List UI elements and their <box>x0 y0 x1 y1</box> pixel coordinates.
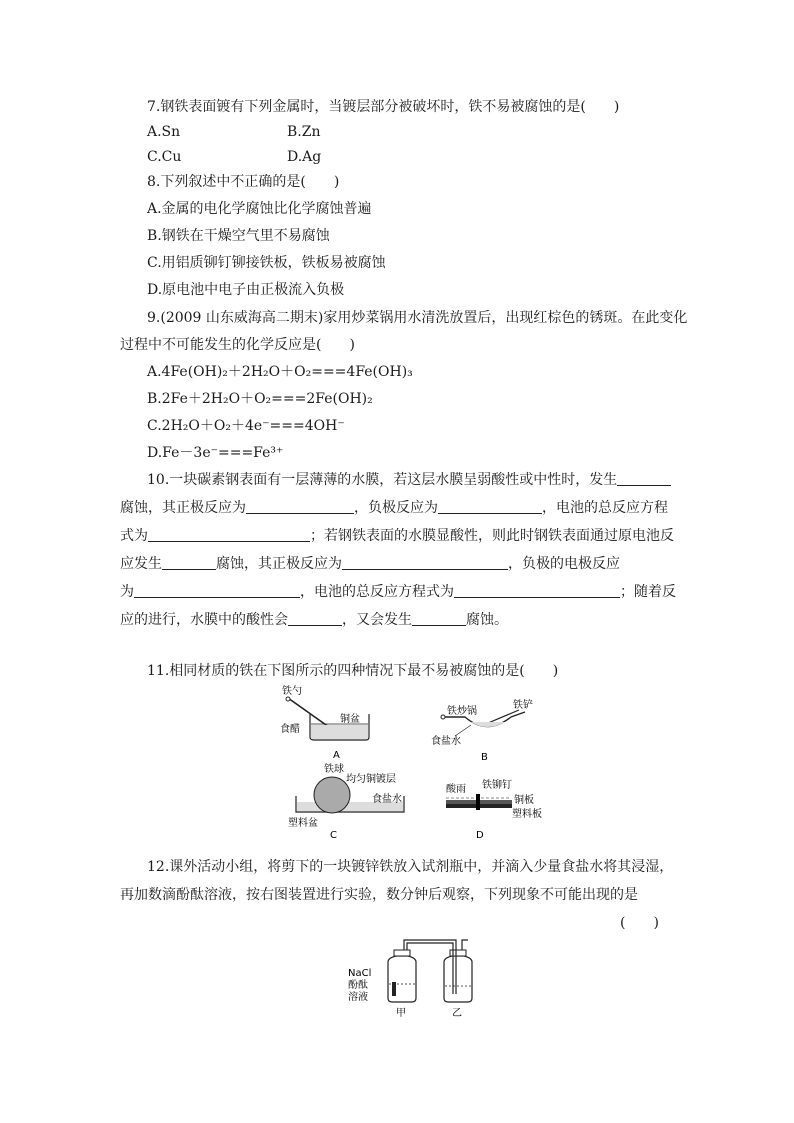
q10-blank-7[interactable] <box>134 583 300 598</box>
q10-blank-1[interactable] <box>617 471 671 486</box>
q10-blank-5[interactable] <box>162 555 216 570</box>
q12-line2: 再加数滴酚酞溶液，按右图装置进行实验，数分钟后观察，下列现象不可能出现的是 <box>120 887 638 903</box>
q10-text: 应的进行，水膜中的酸性会 <box>120 612 288 628</box>
fig-b-liquid-label: 食盐水 <box>431 736 461 747</box>
fig-c-letter: C <box>330 830 337 840</box>
q9-stem-line2: 过程中不可能发生的化学反应是( ) <box>120 337 355 353</box>
q10-text: 式为 <box>120 528 148 544</box>
q10-line3 <box>120 527 674 545</box>
fig-q12-sol-label: 溶液 <box>348 992 368 1003</box>
q10-text: ，负极的电极反应 <box>508 556 620 572</box>
fig-b-shovel-label: 铁铲 <box>513 700 533 711</box>
q12-line1: 12.课外活动小组，将剪下的一块镀锌铁放入试剂瓶中，并滴入少量食盐水将其浸湿， <box>147 859 674 875</box>
fig-d-letter: D <box>476 830 484 840</box>
q10-blank-8[interactable] <box>454 583 620 598</box>
q7-option-c: C.Cu <box>147 149 182 165</box>
q12-answer-paren: ( ) <box>620 915 659 931</box>
q9-option-a: A.4Fe(OH)₂＋2H₂O＋O₂===4Fe(OH)₃ <box>147 364 413 380</box>
q9-option-d: D.Fe－3e⁻===Fe³⁺ <box>147 445 284 461</box>
q10-blank-10[interactable] <box>412 611 466 626</box>
fig-d-rivet-label: 铁铆钉 <box>482 780 512 791</box>
q8-option-c: C.用铝质铆钉铆接铁板，铁板易被腐蚀 <box>147 255 386 271</box>
q10-blank-6[interactable] <box>342 555 508 570</box>
fig-c-basin-label: 塑料盆 <box>288 818 318 829</box>
q10-line5 <box>120 583 676 601</box>
figure-c-copper-plated-ball <box>280 760 420 840</box>
q10-line4 <box>120 555 620 573</box>
q9-option-b: B.2Fe＋2H₂O＋O₂===2Fe(OH)₂ <box>147 391 373 407</box>
q10-line1 <box>147 471 671 489</box>
fig-q12-nacl-label: NaCl <box>348 968 372 979</box>
q10-text: 腐蚀，其正极反应为 <box>120 500 246 516</box>
q10-text: ；若钢铁表面的水膜显酸性，则此时钢铁表面通过原电池反 <box>310 528 674 544</box>
fig-b-wok-label: 铁炒锅 <box>447 706 477 717</box>
fig-a-liquid-label: 食醋 <box>280 724 300 735</box>
q11-stem: 11.相同材质的铁在下图所示的四种情况下最不易被腐蚀的是( ) <box>147 663 559 679</box>
figure-b-iron-wok <box>425 696 555 762</box>
fig-a-letter: A <box>333 750 340 761</box>
fig-a-spoon-label: 铁勺 <box>282 686 302 697</box>
q8-stem: 8.下列叙述中不正确的是( ) <box>147 174 340 190</box>
fig-d-plastic-label: 塑料板 <box>512 809 542 820</box>
fig-q12-yi-label: 乙 <box>452 1008 462 1018</box>
q10-text: 腐蚀。 <box>466 612 508 628</box>
q10-blank-4[interactable] <box>148 527 310 542</box>
q7-option-b: B.Zn <box>287 124 321 140</box>
q8-option-b: B.钢铁在干燥空气里不易腐蚀 <box>147 228 330 244</box>
fig-c-coat-label: 均匀铜镀层 <box>346 774 396 785</box>
q10-text: 为 <box>120 584 134 600</box>
q10-text: 应发生 <box>120 556 162 572</box>
q8-option-a: A.金属的电化学腐蚀比化学腐蚀普遍 <box>147 201 372 217</box>
q10-text: ；随着反 <box>620 584 676 600</box>
q10-line2 <box>120 499 668 517</box>
figure-a-iron-spoon <box>270 682 380 762</box>
figure-d-iron-rivet <box>440 778 560 840</box>
fig-c-ball-label: 铁球 <box>324 764 344 775</box>
q10-blank-3[interactable] <box>438 499 542 514</box>
figure-q12-apparatus <box>340 936 490 1018</box>
q10-text: ，电池的总反应方程式为 <box>300 584 454 600</box>
fig-b-letter: B <box>481 752 488 762</box>
fig-q12-jia-label: 甲 <box>396 1008 406 1018</box>
fig-q12-phen-label: 酚酞 <box>348 980 368 991</box>
q10-blank-9[interactable] <box>288 611 342 626</box>
fig-a-basin-label: 铜盆 <box>340 714 360 725</box>
q10-text: ，负极反应为 <box>354 500 438 516</box>
q10-text: 10.一块碳素钢表面有一层薄薄的水膜，若这层水膜呈弱酸性或中性时，发生 <box>147 472 618 488</box>
q9-stem-line1: 9.(2009 山东威海高二期末)家用炒菜锅用水清洗放置后，出现红棕色的锈斑。在此变化 <box>147 310 688 326</box>
q7-option-d: D.Ag <box>287 149 322 165</box>
q9-option-c: C.2H₂O＋O₂＋4e⁻===4OH⁻ <box>147 418 345 434</box>
q7-stem: 7.钢铁表面镀有下列金属时，当镀层部分被破坏时，铁不易被腐蚀的是( ) <box>147 99 620 115</box>
q10-blank-2[interactable] <box>246 499 354 514</box>
q8-option-d: D.原电池中电子由正极流入负极 <box>147 282 345 298</box>
q10-text: ，电池的总反应方程 <box>542 500 668 516</box>
q10-text: 腐蚀，其正极反应为 <box>216 556 342 572</box>
q7-option-a: A.Sn <box>147 124 181 140</box>
q10-text: ，又会发生 <box>342 612 412 628</box>
fig-c-liquid-label: 食盐水 <box>372 794 402 805</box>
fig-d-plate-label: 铜板 <box>514 795 534 806</box>
q10-line6 <box>120 611 508 629</box>
fig-d-rain-label: 酸雨 <box>446 784 466 795</box>
